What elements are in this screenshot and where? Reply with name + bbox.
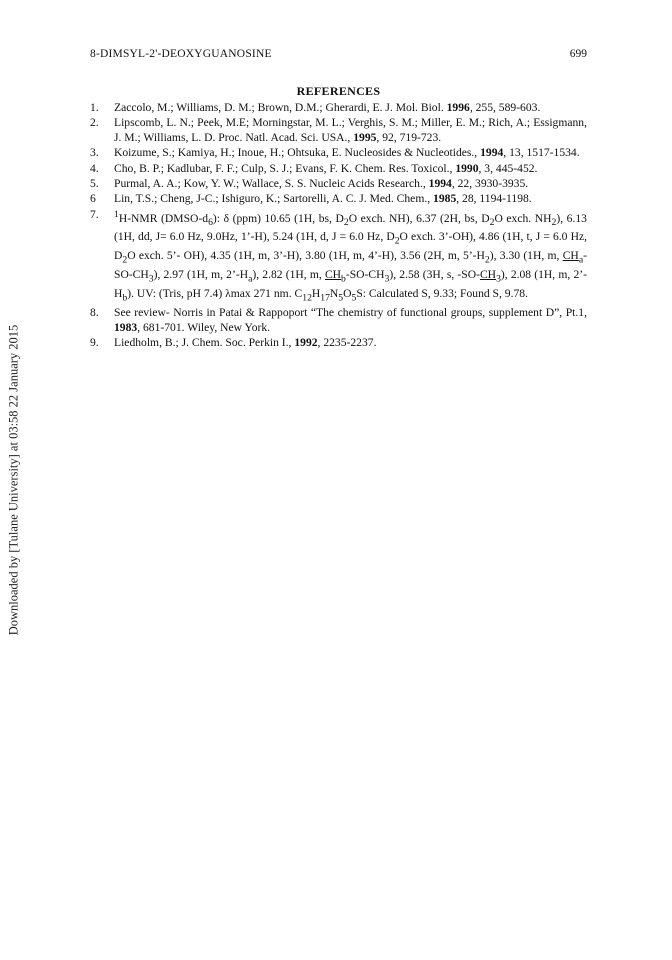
running-title: 8-DIMSYL-2'-DEOXYGUANOSINE [90, 48, 272, 60]
reference-text: Koizume, S.; Kamiya, H.; Inoue, H.; Ohtsuka, E. Nucleosides & Nucleotides., 1994, 13, 1517-1534. [114, 146, 580, 160]
reference-item [90, 192, 587, 206]
reference-number: 6 [90, 192, 96, 206]
reference-item [90, 116, 587, 145]
page-number: 699 [569, 48, 587, 60]
reference-text: Cho, B. P.; Kadlubar, F. F.; Culp, S. J.; Evans, F. K. Chem. Res. Toxicol., 1990, 3, 445-452. [114, 161, 538, 175]
reference-item [90, 177, 587, 191]
reference-text: Purmal, A. A.; Kow, Y. W.; Wallace, S. S. Nucleic Acids Research., 1994, 22, 3930-3935. [114, 177, 529, 191]
reference-number: 5. [90, 177, 99, 191]
reference-text: $^1$H-NMR $(DMSO-d_6)$: δ (ppm) 10.65 (1H, bs, $D_2O$ exch. NH), 6.37 (2H, bs, $D_2O$ exch. $NH_2$), 6.13 (1H, dd, J= 6.0 Hz, 9.0Hz, 1’-H), 5.24 (1H, d, J = 6.0 Hz, $D_2O$ exch. 3’-OH), 4.86 (1H, t, J = 6.0 Hz, $D_2O$ exch. 5’- OH), 4.35 (1H, m, 3’-H), 3.80 (1H, m, 4’-H), 3.56 (2H, m, $5’-H_2$), 3.30 (1H, m, $CH_a-SO-CH_3$), 2.97 (1H, m, $2’-H_a$), 2.82 (1H, m, $CH_b-SO-CH_3$), 2.58 (3H, s, $-SO-CH_3$), 2.08 (1H, m, $2’-H_b$). UV: (Tris, pH 7.4) λmax 271 nm. $C_{12}H_{17}N_5O_5S$: Calculated S, 9.33; Found S, 9.78. [114, 208, 588, 303]
reference-number: 4. [90, 161, 99, 175]
reference-text: Lipscomb, L. N.; Peek, M.E; Morningstar, M. L.; Verghis, S. M.; Miller, E. M.; Rich, A.; Essigmann, J. M.; Williams, L. D. Proc. Natl. Acad. Sci. USA., 1995, 92, 719-723. [114, 116, 587, 144]
reference-number: 1. [90, 101, 99, 114]
reference-number: 8. [90, 306, 99, 320]
download-watermark-text: Downloaded by [Tulane University] at 03:58 22 January 2015 [6, 324, 21, 636]
reference-item [90, 101, 587, 115]
references-heading: REFERENCES [296, 84, 381, 98]
reference-text: Lin, T.S.; Cheng, J-C.; Ishiguro, K.; Sartorelli, A. C. J. Med. Chem., 1985, 28, 1194-1198. [114, 192, 532, 206]
reference-number: 7. [90, 207, 99, 221]
reference-item [90, 306, 587, 335]
reference-number: 2. [90, 116, 99, 130]
reference-item [90, 208, 587, 305]
reference-text: Zaccolo, M.; Williams, D. M.; Brown, D.M.; Gherardi, E. J. Mol. Biol. 1996, 255, 589-603. [114, 101, 541, 114]
reference-item [90, 162, 587, 176]
references-list [90, 101, 587, 352]
reference-number: 3. [90, 146, 99, 160]
reference-text: Liedholm, B.; J. Chem. Soc. Perkin I., 1992, 2235-2237. [114, 336, 377, 350]
reference-number: 9. [90, 336, 99, 350]
reference-text: See review- Norris in Patai & Rappoport “The chemistry of functional groups, supplement D”, Pt.1, 1983, 681-701. Wiley, New York. [114, 306, 587, 334]
reference-item [90, 146, 587, 160]
reference-item [90, 336, 587, 350]
